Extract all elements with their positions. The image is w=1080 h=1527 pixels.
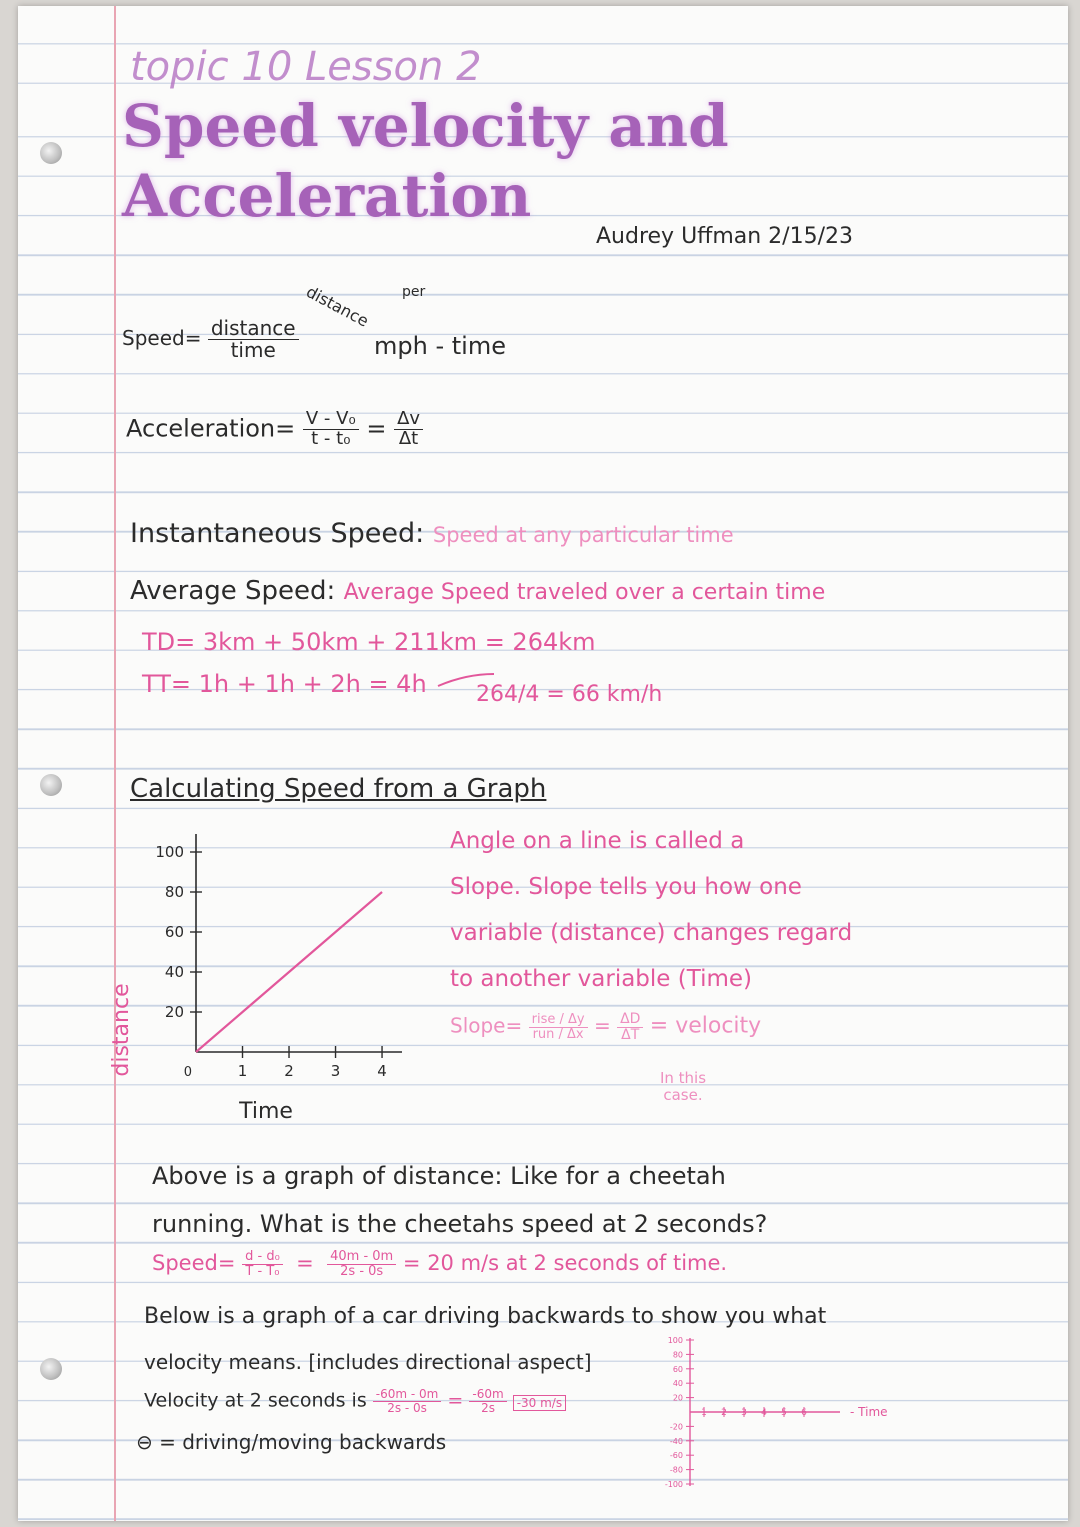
distance-note: distance: [303, 282, 372, 331]
cheetah-line-1: Above is a graph of distance: Like for a cheetah: [152, 1162, 726, 1190]
instantaneous-speed-label: Instantaneous Speed:: [130, 518, 425, 549]
binder-hole: [40, 1358, 62, 1380]
car-f1-den: 2s - 0s: [387, 1400, 427, 1415]
mini-y-tick-label: -60: [669, 1451, 683, 1461]
car-velocity-label: Velocity at 2 seconds is: [144, 1389, 367, 1412]
author-date: Audrey Uffman 2/15/23: [596, 224, 853, 249]
slope-note-2: Slope. Slope tells you how one: [450, 874, 802, 900]
x-axis-label: Time: [239, 1099, 293, 1124]
y-tick-label: 80: [164, 883, 184, 901]
distance-time-chart: [88, 830, 438, 1130]
cheetah-fraction-1: [242, 1250, 283, 1278]
car-f1-num: -60m - 0m: [373, 1388, 442, 1402]
total-time: TT= 1h + 1h + 2h = 4h: [142, 670, 427, 698]
mini-x-tick-label: 1: [701, 1408, 707, 1418]
distance-series-line: [196, 892, 382, 1052]
y-tick-label: 20: [164, 1003, 184, 1021]
y-tick-label: 60: [164, 923, 184, 941]
origin-label: 0: [183, 1065, 192, 1080]
cheetah-result: = 20 m/s at 2 seconds of time.: [402, 1251, 728, 1276]
delta-t: Δt: [398, 427, 419, 449]
mini-x-tick-label: 3: [741, 1408, 747, 1418]
graph-heading: Calculating Speed from a Graph: [130, 774, 547, 804]
y-axis-label: distance: [109, 983, 134, 1077]
mini-y-tick-label: -100: [664, 1480, 683, 1489]
mini-x-tick-label: 2: [721, 1408, 727, 1418]
binder-hole: [40, 142, 62, 164]
car-fraction-2: [469, 1388, 506, 1414]
rise-run-fraction: [529, 1013, 588, 1041]
equals-velocity: = velocity: [649, 1013, 762, 1039]
acceleration-fraction: [303, 410, 359, 449]
mini-x-tick-label: 6: [801, 1408, 807, 1418]
mini-y-tick-label: -20: [669, 1422, 683, 1432]
speed-denominator: time: [230, 338, 276, 362]
acceleration-delta-fraction: [394, 410, 423, 449]
car-fraction-1: [373, 1388, 442, 1414]
mini-y-tick-label: 20: [672, 1393, 683, 1403]
car-f2-den: 2s: [481, 1400, 495, 1415]
car-line-2: velocity means. [includes directional aspect]: [144, 1350, 592, 1374]
delta-d-text: ΔD: [617, 1012, 643, 1028]
mph-note: mph - time: [374, 332, 506, 360]
cheetah-f2-den: 2s - 0s: [340, 1263, 384, 1279]
cheetah-f2-num: 40m - 0m: [327, 1250, 396, 1265]
total-distance: TD= 3km + 50km + 211km = 264km: [142, 628, 596, 656]
y-tick-label: 100: [155, 843, 184, 861]
mini-x-tick-label: 4: [761, 1408, 767, 1418]
title-line-1: Speed velocity and: [122, 92, 729, 160]
acceleration-numerator: V - V₀: [303, 410, 359, 430]
mini-y-tick-label: -40: [669, 1436, 683, 1446]
mini-x-tick-label: 5: [781, 1408, 787, 1418]
x-tick-label: 2: [284, 1062, 294, 1080]
average-speed-definition: Average Speed traveled over a certain time: [343, 580, 826, 605]
average-speed-row: [130, 576, 825, 606]
slope-label: Slope=: [450, 1013, 523, 1038]
cheetah-speed-calc: Speed= $\frac{\text{d - d₀}}{\text{T - T₀}}$ = $\frac{40m - 0m}{2s - 0s}$ = 20 m/s at 2 seconds of time.: [152, 1249, 728, 1279]
cheetah-speed-label: Speed=: [152, 1251, 236, 1276]
x-tick-label: 1: [237, 1062, 248, 1080]
speed-label: Speed=: [122, 326, 202, 350]
mini-y-tick-label: -80: [669, 1465, 683, 1475]
margin-line: [114, 6, 116, 1521]
car-velocity-mini-chart: [632, 1334, 888, 1490]
slope-note-4: to another variable (Time): [450, 966, 752, 992]
notebook-page: [18, 6, 1068, 1521]
acceleration-label: Acceleration=: [126, 414, 296, 443]
average-speed-result: 264/4 = 66 km/h: [476, 682, 663, 707]
acceleration-denominator: t - t₀: [311, 427, 351, 449]
mini-axis-label: - Time: [850, 1405, 888, 1419]
mini-y-tick-label: 40: [672, 1379, 683, 1389]
cheetah-f1-den: T - T₀: [245, 1263, 280, 1279]
x-tick-label: 3: [330, 1062, 341, 1080]
run-text: run / Δx: [532, 1026, 584, 1042]
car-boxed-answer: -30 m/s: [513, 1395, 566, 1411]
speed-formula: [122, 318, 299, 361]
mini-y-tick-label: 80: [672, 1350, 683, 1360]
car-f2-num: -60m: [469, 1388, 506, 1402]
y-tick-label: 40: [164, 963, 184, 981]
in-this-case-note: In this case.: [659, 1069, 707, 1104]
car-backwards-note: ⊖ = driving/moving backwards: [136, 1430, 447, 1454]
cheetah-line-2: running. What is the cheetahs speed at 2 seconds?: [152, 1210, 768, 1238]
rise-text: rise / Δy: [529, 1013, 588, 1028]
car-velocity-calc: Velocity at 2 seconds is $\frac{-60m - 0m}{2s - 0s}$ = $\frac{-60m}{2s}$ -30 m/s: [144, 1388, 566, 1414]
slope-formula: Slope= $\frac{\text{rise / Δy}}{\text{run / Δx}}$ = $\frac{\Delta D}{\Delta T}$ = velocity: [450, 1011, 762, 1043]
binder-hole: [40, 774, 62, 796]
delta-t-text: ΔT: [621, 1026, 640, 1043]
acceleration-formula: [126, 410, 423, 449]
delta-v: Δv: [394, 410, 423, 430]
average-speed-label: Average Speed:: [130, 576, 336, 606]
cheetah-fraction-2: [327, 1250, 396, 1278]
car-line-1: Below is a graph of a car driving backwards to show you what: [144, 1304, 827, 1329]
instantaneous-speed-row: [130, 518, 734, 549]
x-tick-label: 4: [377, 1062, 387, 1080]
mini-y-tick-label: 100: [667, 1336, 683, 1345]
mini-y-tick-label: 60: [672, 1364, 683, 1374]
slope-note-1: Angle on a line is called a: [450, 828, 745, 854]
per-note: per: [402, 284, 426, 300]
slope-note-3: variable (distance) changes regard: [450, 920, 853, 946]
speed-numerator: distance: [208, 318, 299, 340]
cheetah-f1-num: d - d₀: [242, 1250, 283, 1265]
delta-d-t-fraction: [617, 1012, 643, 1042]
instantaneous-speed-definition: Speed at any particular time: [432, 523, 734, 547]
acceleration-equals: =: [366, 414, 387, 443]
topic-heading: topic 10 Lesson 2: [130, 44, 482, 90]
speed-fraction: [208, 318, 299, 361]
title-line-2: Acceleration: [122, 162, 532, 230]
